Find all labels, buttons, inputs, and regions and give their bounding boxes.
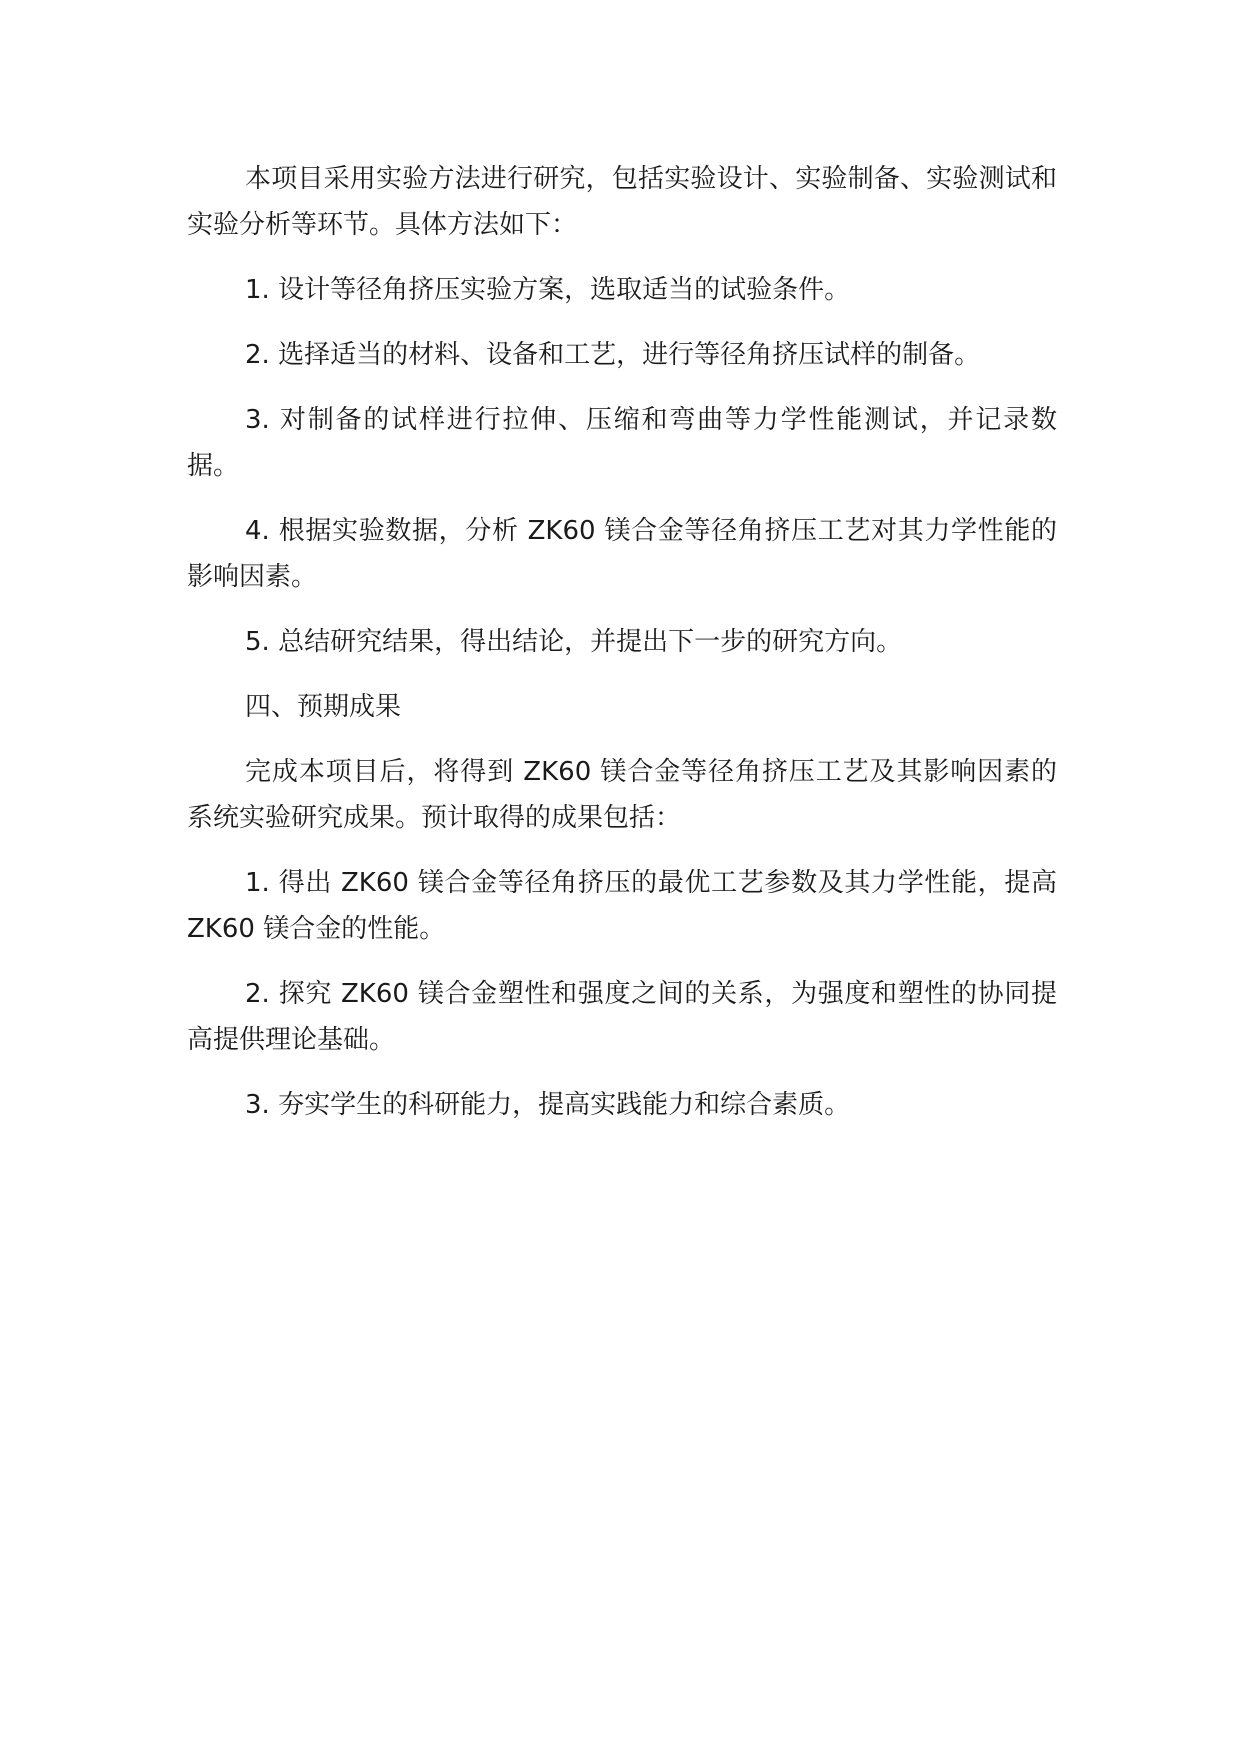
paragraph-method-intro: 本项目采用实验方法进行研究，包括实验设计、实验制备、实验测试和实验分析等环节。具体方法如下： [187, 164, 1057, 240]
document-body [187, 156, 1057, 1147]
section-heading-expected-results: 四、预期成果 [245, 692, 402, 722]
paragraph-method-step-3: 3. 对制备的试样进行拉伸、压缩和弯曲等力学性能测试，并记录数据。 [187, 405, 1057, 481]
paragraph-method-step-2: 2. 选择适当的材料、设备和工艺，进行等径角挤压试样的制备。 [245, 340, 981, 370]
paragraph-results-intro: 完成本项目后，将得到 ZK60 镁合金等径角挤压工艺及其影响因素的系统实验研究成果。预计取得的成果包括： [187, 757, 1057, 833]
paragraph-result-2: 2. 探究 ZK60 镁合金塑性和强度之间的关系，为强度和塑性的协同提高提供理论基础。 [187, 979, 1057, 1055]
paragraph-result-3: 3. 夯实学生的科研能力，提高实践能力和综合素质。 [245, 1090, 851, 1120]
paragraph-method-step-5: 5. 总结研究结果，得出结论，并提出下一步的研究方向。 [245, 627, 903, 657]
paragraph-method-step-1: 1. 设计等径角挤压实验方案，选取适当的试验条件。 [245, 275, 851, 305]
paragraph-result-1: 1. 得出 ZK60 镁合金等径角挤压的最优工艺参数及其力学性能，提高 ZK60 镁合金的性能。 [187, 868, 1057, 944]
paragraph-method-step-4: 4. 根据实验数据，分析 ZK60 镁合金等径角挤压工艺对其力学性能的影响因素。 [187, 516, 1057, 592]
